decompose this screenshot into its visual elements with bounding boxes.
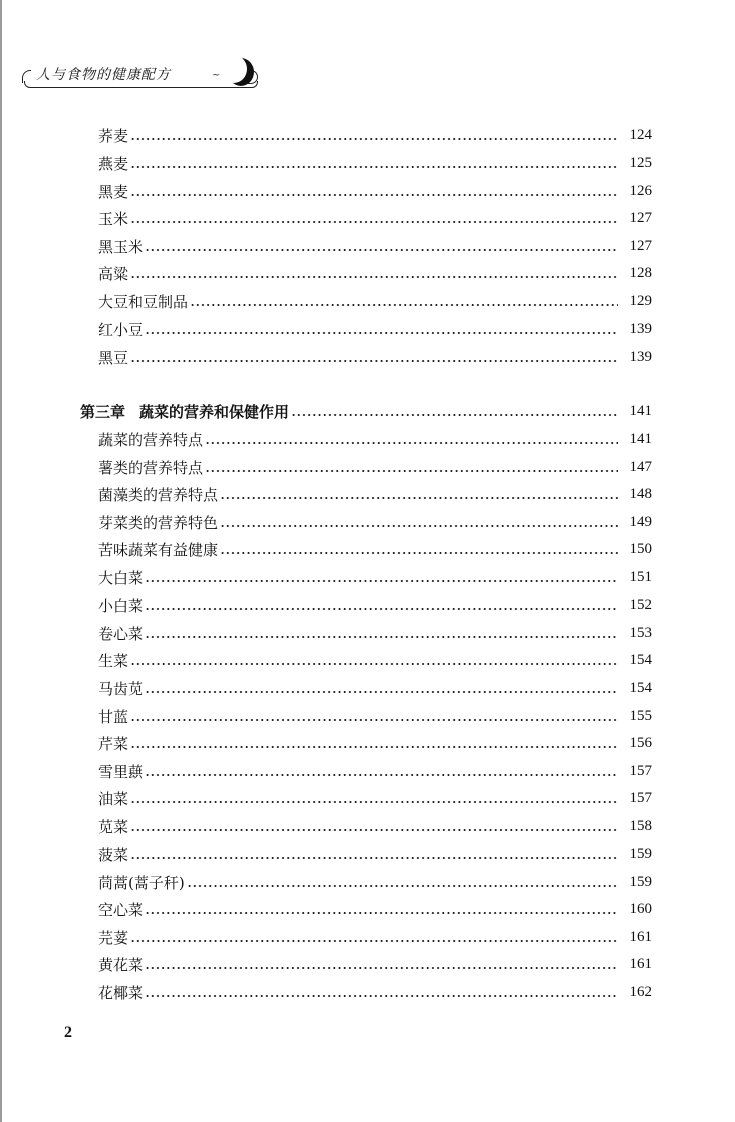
dot-leader [130,166,618,168]
dot-leader [130,138,618,140]
toc-entry-page: 159 [629,845,652,862]
toc-entry[interactable] [0,262,735,284]
toc-entry-label: 油菜 [98,789,129,808]
dot-leader [130,857,618,859]
toc-entry[interactable] [0,511,735,533]
dot-leader [145,995,618,997]
toc-entry-page: 158 [629,817,652,834]
toc-entry-page: 156 [629,734,652,751]
toc-entry-label: 薯类的营养特点 [98,458,204,477]
page-number: 2 [64,1024,72,1041]
toc-entry[interactable] [0,180,735,202]
toc-entry-page: 155 [629,707,652,724]
dot-leader [190,304,618,306]
toc-entry-page: 124 [629,126,652,143]
dot-leader [145,912,618,914]
toc-chapter-heading[interactable] [0,400,735,422]
toc-entry-label: 甘蓝 [98,707,129,726]
toc-entry-page: 148 [629,485,652,502]
toc-entry-label: 茼蒿(蒿子秆) [98,873,185,892]
toc-entry-page: 157 [629,762,652,779]
toc-entry-label: 大豆和豆制品 [98,292,189,311]
dot-leader [130,221,618,223]
toc-entry-page: 154 [629,679,652,696]
toc-entry[interactable] [0,456,735,478]
running-title: 人与食物的健康配方 [36,67,171,83]
dot-leader [130,194,618,196]
dot-leader [145,332,618,334]
toc-entry[interactable] [0,649,735,671]
toc-entry-page: 152 [629,596,652,613]
toc-entry-label: 大白菜 [98,568,144,587]
toc-entry-page: 139 [629,320,652,337]
chapter-number: 第三章 [80,402,126,421]
toc-entry[interactable] [0,843,735,865]
dot-leader [220,497,618,499]
toc-entry-page: 128 [629,264,652,281]
toc-entry[interactable] [0,787,735,809]
toc-entry[interactable] [0,290,735,312]
dot-leader [205,470,618,472]
toc-entry[interactable] [0,898,735,920]
toc-entry-label: 空心菜 [98,900,144,919]
toc-entry-page: 141 [629,430,652,447]
toc-entry[interactable] [0,926,735,948]
dot-leader [130,276,618,278]
toc-entry-page: 157 [629,789,652,806]
dot-leader [145,967,618,969]
toc-entry-label: 芽菜类的营养特色 [98,513,219,532]
toc-entry-label: 芫荽 [98,928,129,947]
toc-entry[interactable] [0,677,735,699]
crescent-moon-icon [228,58,254,86]
toc-entry-page: 126 [629,182,652,199]
dot-leader [130,829,618,831]
toc-entry-page: 150 [629,540,652,557]
toc-entry-page: 159 [629,873,652,890]
running-header [22,58,258,88]
toc-entry-label: 苦味蔬菜有益健康 [98,540,219,559]
toc-entry-label: 小白菜 [98,596,144,615]
toc-entry-label: 黄花菜 [98,955,144,974]
dot-leader [220,552,618,554]
toc-entry-label: 玉米 [98,209,129,228]
toc-entry[interactable] [0,732,735,754]
toc-entry[interactable] [0,566,735,588]
toc-entry-label: 菌藻类的营养特点 [98,485,219,504]
toc-entry-label: 燕麦 [98,154,129,173]
toc-entry-label: 高粱 [98,264,129,283]
toc-entry[interactable] [0,124,735,146]
dot-leader [145,774,618,776]
toc-entry-label: 黑麦 [98,182,129,201]
toc-entry-label: 花椰菜 [98,983,144,1002]
toc-entry-label: 红小豆 [98,320,144,339]
toc-entry-page: 149 [629,513,652,530]
toc-entry-page: 162 [629,983,652,1000]
toc-entry-label: 生菜 [98,651,129,670]
dot-leader [145,608,618,610]
toc-entry-label: 芹菜 [98,734,129,753]
dot-leader [145,580,618,582]
toc-entry[interactable] [0,981,735,1003]
toc-entry-label: 荞麦 [98,126,129,145]
toc-entry[interactable] [0,871,735,893]
toc-entry-label: 卷心菜 [98,624,144,643]
dot-leader [187,885,618,887]
toc-entry-page: 127 [629,209,652,226]
dot-leader [205,442,618,444]
dot-leader [130,360,618,362]
toc-entry-page: 161 [629,928,652,945]
toc-entry-label: 黑玉米 [98,237,144,256]
toc-entry[interactable] [0,318,735,340]
dot-leader [130,940,618,942]
toc-entry-page: 161 [629,955,652,972]
toc-entry-page: 127 [629,237,652,254]
toc-entry[interactable] [0,705,735,727]
toc-entry-page: 160 [629,900,652,917]
dot-leader [145,249,618,251]
toc-entry-page: 154 [629,651,652,668]
toc-entry[interactable] [0,235,735,257]
toc-entry[interactable] [0,152,735,174]
dot-leader [220,525,618,527]
dot-leader [145,691,618,693]
dot-leader [130,719,618,721]
chapter-title: 蔬菜的营养和保健作用 [139,402,290,421]
dot-leader [130,663,618,665]
toc-entry-page: 125 [629,154,652,171]
toc-entry-page: 153 [629,624,652,641]
toc-entry[interactable] [0,346,735,368]
dot-leader [145,636,618,638]
toc-entry-label: 苋菜 [98,817,129,836]
toc-entry[interactable] [0,594,735,616]
toc-entry[interactable] [0,622,735,644]
toc-entry[interactable] [0,815,735,837]
toc-entry-label: 黑豆 [98,348,129,367]
toc-entry[interactable] [0,760,735,782]
toc-entry-page: 151 [629,568,652,585]
toc-entry[interactable] [0,207,735,229]
toc-entry-page: 129 [629,292,652,309]
toc-entry-label: 蔬菜的营养特点 [98,430,204,449]
toc-entry-label: 马齿苋 [98,679,144,698]
toc-entry-label: 菠菜 [98,845,129,864]
chapter-page: 141 [629,402,652,419]
dot-leader [291,414,618,416]
toc-entry-label: 雪里蕻 [98,762,144,781]
toc-entry-page: 139 [629,348,652,365]
dot-leader [130,801,618,803]
toc-entry[interactable] [0,483,735,505]
bird-icon: ~ [212,70,221,81]
toc-entry[interactable] [0,538,735,560]
toc-entry-page: 147 [629,458,652,475]
toc-entry[interactable] [0,953,735,975]
toc-entry[interactable] [0,428,735,450]
dot-leader [130,746,618,748]
